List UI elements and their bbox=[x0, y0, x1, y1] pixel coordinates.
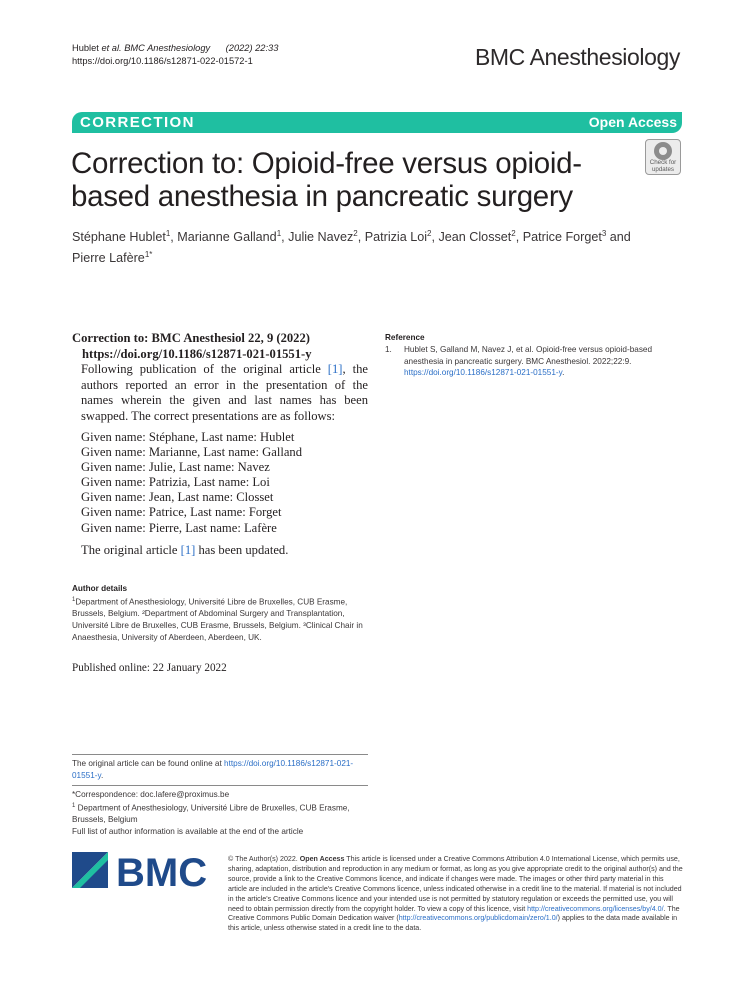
running-header bbox=[72, 42, 278, 68]
license-copyright: © The Author(s) 2022. bbox=[228, 855, 300, 863]
header-year-volume: (2022) 22:33 bbox=[225, 43, 279, 53]
license-statement bbox=[228, 855, 683, 934]
original-article-link[interactable]: https://doi.org/10.1186/s12871-021-01551-y bbox=[72, 759, 354, 780]
author-affiliation: 2 bbox=[511, 229, 516, 238]
author-name: Julie Navez bbox=[288, 230, 354, 245]
list-item: Given name: Marianne, Last name: Galland bbox=[81, 445, 303, 460]
list-item: Given name: Stéphane, Last name: Hublet bbox=[81, 430, 295, 444]
affiliation-sup: 1 bbox=[72, 597, 76, 603]
journal-name: BMC Anesthesiology bbox=[474, 44, 680, 70]
affiliation-sup: 1 bbox=[72, 802, 76, 809]
author-affiliation: 2 bbox=[427, 229, 432, 238]
author-name: Patrice Forget bbox=[522, 230, 602, 245]
original-article-note bbox=[72, 758, 368, 781]
author-list: Stéphane Hublet$^1$, Marianne Galland$^1$, Julie Navez$^2$, Patrizia Loi$^2$, Jean Closset$^2$, Patrice Forget$^3$ and Pierre Lafère$^{1*}$ bbox=[72, 229, 631, 266]
reference-suffix: . bbox=[562, 368, 565, 378]
correspondence-block bbox=[72, 789, 368, 837]
body-text: The original article bbox=[81, 543, 181, 557]
footnote-divider bbox=[72, 785, 368, 786]
published-date: Published online: 22 January 2022 bbox=[72, 662, 227, 674]
bmc-wordmark: BMC bbox=[116, 851, 208, 895]
header-doi[interactable]: https://doi.org/10.1186/s12871-022-01572-1 bbox=[72, 56, 253, 66]
author-name: Pierre Lafère bbox=[72, 251, 145, 266]
author-affiliation: 1 bbox=[165, 229, 171, 238]
full-list-note: Full list of author information is available at the end of the article bbox=[72, 826, 304, 836]
check-for-updates-icon bbox=[654, 142, 672, 160]
check-for-updates-badge[interactable] bbox=[645, 139, 681, 175]
license-open-access: Open Access bbox=[299, 855, 345, 863]
citation-link[interactable]: [1] bbox=[180, 543, 196, 557]
list-item: Given name: Julie, Last name: Navez bbox=[81, 460, 270, 475]
bmc-logo-icon bbox=[72, 852, 108, 888]
author-name: Jean Closset bbox=[438, 230, 512, 245]
reference-doi-link[interactable]: https://doi.org/10.1186/s12871-021-01551-y bbox=[404, 368, 563, 378]
body-text: Following publication of the original article bbox=[81, 362, 328, 376]
reference-text: Hublet S, Galland M, Navez J, et al. Opioid-free versus opioid-based anesthesia in pancreatic surgery. BMC Anesthesiol. 2022;22:9. bbox=[404, 345, 653, 366]
author-details-title: Author details bbox=[72, 584, 128, 593]
author-affiliation: 1* bbox=[144, 250, 153, 260]
list-item: Given name: Patrizia, Last name: Loi bbox=[81, 475, 270, 490]
article-type-label: CORRECTION bbox=[80, 114, 195, 131]
header-authors: Hublet bbox=[72, 43, 99, 53]
license-text: This article is licensed under a Creative Commons Attribution 4.0 International License, which permits use, sharing, adaptation, distribution and reproduction in any medium or format, as long as you give appropriate credit to the original author(s) and the source, provide a link to the Creative Commons licence, and indicate if changes were made. The images or other third party material in this article are included in the article's Creative Commons licence, unless indicated otherwise in a credit line to the material. If material is not included in the article's Creative Commons licence and your intended use is not permitted by statutory regulation or exceeds the permitted use, you will need to obtain permission directly from the copyright holder. To view a copy of this licence, visit bbox=[228, 855, 683, 913]
body-text: , the authors reported an error in the presentation of the names wherein the given and last names has been swapped. The correct presentations are as follows: bbox=[81, 362, 368, 423]
body-text: has been updated. bbox=[195, 543, 289, 557]
note-text: The original article can be found online at bbox=[72, 759, 225, 768]
author-details-text bbox=[72, 595, 368, 643]
affiliation-text: Department of Anesthesiology, Université Libre de Bruxelles, CUB Erasme, Brussels, Belgium bbox=[72, 803, 350, 824]
author-name: Marianne Galland bbox=[177, 230, 277, 245]
footnote-divider bbox=[72, 754, 368, 755]
badge-line-2: updates bbox=[651, 165, 675, 173]
article-title: Correction to: Opioid-free versus opioid-based anesthesia in pancreatic surgery bbox=[71, 147, 582, 213]
list-item: Given name: Jean, Last name: Closset bbox=[81, 490, 274, 505]
author-affiliation: 3 bbox=[601, 229, 607, 238]
list-item: Given name: Patrice, Last name: Forget bbox=[81, 505, 282, 520]
license-text: . The Creative Commons Public Domain Dedication waiver ( bbox=[228, 904, 680, 923]
open-access-label: Open Access bbox=[588, 114, 677, 130]
badge-line-1: Check for bbox=[649, 159, 677, 166]
author-affiliation: 1 bbox=[276, 229, 282, 238]
correspondence-email: *Correspondence: doc.lafere@proximus.be bbox=[72, 790, 230, 799]
author-affiliation: 2 bbox=[353, 229, 358, 238]
license-cc-by-link[interactable]: http://creativecommons.org/licenses/by/4.0/ bbox=[527, 904, 664, 913]
updated-statement bbox=[81, 543, 288, 559]
correction-heading: Correction to: BMC Anesthesiol 22, 9 (2022) bbox=[72, 331, 310, 345]
author-name: Stéphane Hublet bbox=[72, 230, 166, 245]
reference-number: 1. bbox=[385, 345, 392, 354]
citation-link[interactable]: [1] bbox=[327, 362, 343, 376]
reference-entry bbox=[404, 344, 682, 379]
correction-body bbox=[81, 362, 368, 424]
reference-title: Reference bbox=[385, 333, 425, 342]
correction-heading-block bbox=[72, 331, 372, 362]
license-text: ) applies to the data made available in this article, unless otherwise stated in a credit line to the data. bbox=[228, 914, 678, 933]
list-item: Given name: Pierre, Last name: Lafère bbox=[81, 520, 277, 535]
license-cc0-link[interactable]: http://creativecommons.org/publicdomain/zero/1.0/ bbox=[398, 914, 558, 923]
corrected-names-list bbox=[81, 430, 302, 536]
affiliation-text: Department of Anesthesiology, Université Libre de Bruxelles, CUB Erasme, Brussels, Belgium. ²Department of Abdominal Surgery and Transplantation, Université Libre de Bruxelles, CUB Erasme, Brussels, Belgium. ³Clinical Chair in Anaesthesia, University of Aberdeen, Aberdeen, UK. bbox=[72, 597, 363, 642]
header-journal-etal: et al. BMC Anesthesiology bbox=[101, 43, 211, 53]
correction-doi[interactable]: https://doi.org/10.1186/s12871-021-01551-y bbox=[82, 346, 312, 361]
note-suffix: . bbox=[100, 770, 104, 780]
author-name: Patrizia Loi bbox=[364, 230, 428, 245]
